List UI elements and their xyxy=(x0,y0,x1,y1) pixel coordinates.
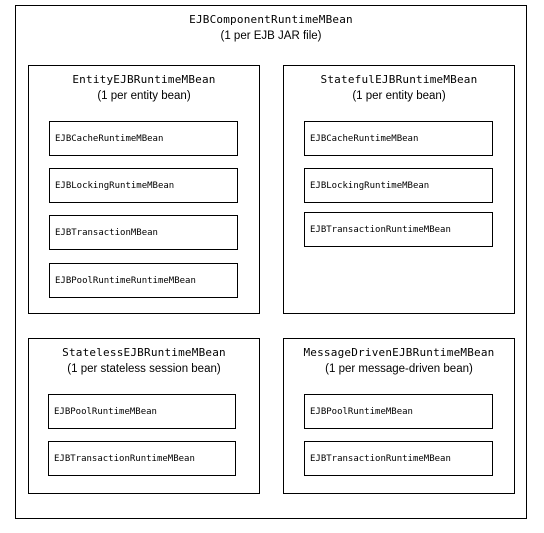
message-title: MessageDrivenEJBRuntimeMBean xyxy=(303,346,495,359)
entity-item-cache: EJBCacheRuntimeMBean xyxy=(49,121,238,156)
stateless-item-transaction: EJBTransactionRuntimeMBean xyxy=(48,441,236,476)
outer-subtitle: (1 per EJB JAR file) xyxy=(220,30,322,42)
entity-title: EntityEJBRuntimeMBean xyxy=(72,73,216,86)
entity-item-locking: EJBLockingRuntimeMBean xyxy=(49,168,238,203)
stateful-item-transaction: EJBTransactionRuntimeMBean xyxy=(304,212,493,247)
stateless-subtitle: (1 per stateless session bean) xyxy=(67,363,221,375)
message-item-pool: EJBPoolRuntimeMBean xyxy=(304,394,493,429)
message-subtitle: (1 per message-driven bean) xyxy=(325,363,473,375)
message-item-transaction: EJBTransactionRuntimeMBean xyxy=(304,441,493,476)
stateful-title: StatefulEJBRuntimeMBean xyxy=(320,73,478,86)
stateful-item-locking: EJBLockingRuntimeMBean xyxy=(304,168,493,203)
stateless-item-pool: EJBPoolRuntimeMBean xyxy=(48,394,236,429)
stateless-title: StatelessEJBRuntimeMBean xyxy=(62,346,226,359)
entity-item-pool: EJBPoolRuntimeRuntimeMBean xyxy=(49,263,238,298)
entity-subtitle: (1 per entity bean) xyxy=(97,90,191,102)
outer-title: EJBComponentRuntimeMBean xyxy=(189,13,353,26)
stateful-item-cache: EJBCacheRuntimeMBean xyxy=(304,121,493,156)
entity-item-transaction: EJBTransactionMBean xyxy=(49,215,238,250)
stateful-subtitle: (1 per entity bean) xyxy=(352,90,446,102)
